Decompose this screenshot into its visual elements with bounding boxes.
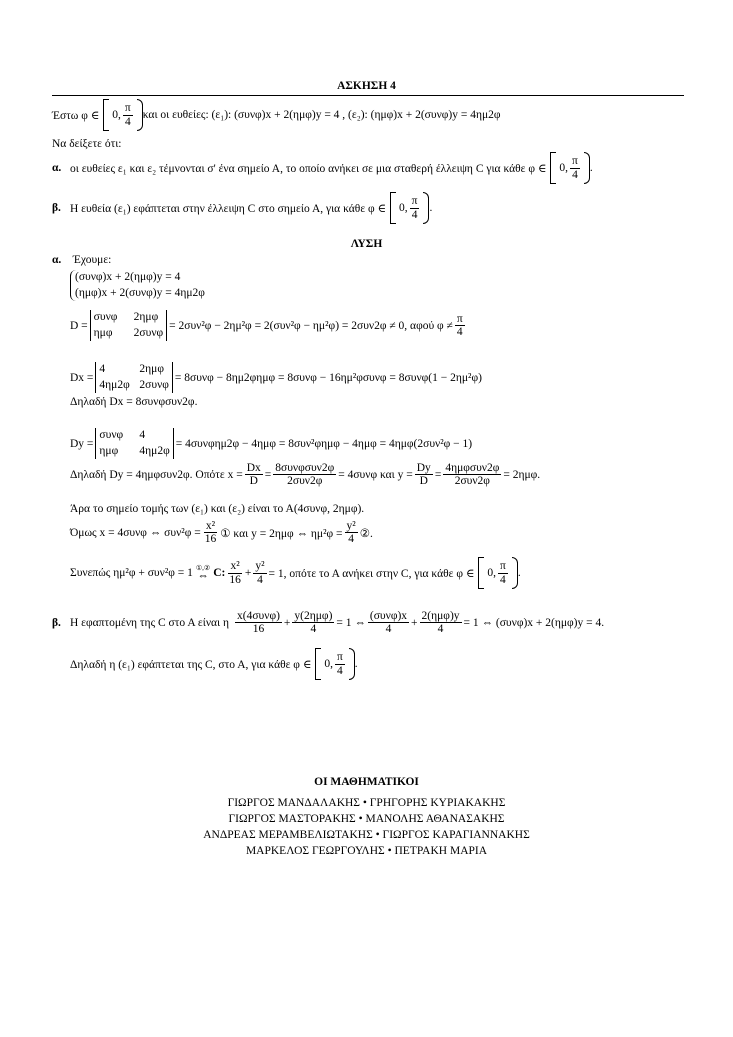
we-have: Έχουμε: [72,254,112,266]
Dy-matrix: συνφ 4 ημφ 4ημ2φ [95,428,173,459]
xy-solution: Δηλαδή Dy = 4ημφσυν2φ. Οπότε x = $\frac{Dx}{D}$ = $\frac{\text{8συνφσυν2φ}}{\text{2συν2φ}}$ = 4συνφ και y = $\frac{Dy}{D}$ = $\frac{\text{4ημφσυν2φ}}{\text{2συν2φ}}$ = 2ημφ. [70,462,541,488]
intersection-point: Άρα το σημείο τομής των (ε₁) και (ε₂) είναι το Α(4συνφ, 2ημφ). [70,503,365,515]
intro-rest: και οι ευθείες: (ε₁): (συνφ)x + 2(ημφ)y = 4 , (ε₂): (ημφ)x + 2(συνφ)y = 4ημ2φ [142,109,501,121]
interval [550,152,589,184]
Dx-hence: Δηλαδή Dx = 8συνφσυν2φ. [70,396,198,408]
D-prefix: D = [70,319,88,332]
interval-left: 0, [112,109,121,121]
problem-a-text: οι ευθείες ε₁ και ε₂ τέμνονται σ' ένα σημείο Α, το οποίο ανήκει σε μια σταθερή έλλειψη C για κάθε φ ∈ [70,163,547,175]
solution-a-head [52,254,111,266]
author-line: ΓΙΩΡΓΟΣ ΜΑΝΔΑΛΑΚΗΣ • ΓΡΗΓΟΡΗΣ ΚΥΡΙΑΚΑΚΗΣ [227,797,506,809]
author-line: ΑΝΔΡΕΑΣ ΜΕΡΑΜΒΕΛΙΩΤΑΚΗΣ • ΓΙΩΡΓΟΣ ΚΑΡΑΓΙΑΝΝΑΚΗΣ [203,829,530,841]
linear-system [70,270,205,301]
ellipse-line: Συνεπώς ημ²φ + συν²φ = 1 ①,② ⇔ C: $\frac{\text{x²}}{16}$ + $\frac{\text{y²}}{4}$ = 1, οπότε το Α ανήκει στην C, για κάθε φ ∈ 0, $\frac{\pi}{4}$ . [70,557,521,589]
problem-b-label: β. [52,202,61,214]
problem-intro [52,99,501,131]
Dy-result: = 4συνφημ2φ − 4ημφ = 8συν²φημφ − 4ημφ = 4ημφ(2συν²φ − 1) [175,437,473,450]
interval [390,192,429,224]
but-line: Όμως x = 4συνφ ⇔ συν²φ = $\frac{\text{x²}}{16}$ ① και y = 2ημφ ⇔ ημ²φ = $\frac{\text{y²}}{4}$ ②. [70,520,373,546]
interval-left: 0, [559,162,569,174]
Dx-prefix: Dx = [70,371,94,384]
solution-a-label: α. [52,254,62,266]
solution-title: ΛΥΣΗ [350,238,383,250]
problem-b-text: Η ευθεία (ε₁) εφάπτεται στην έλλειψη C στο σημείο Α, για κάθε φ ∈ [70,203,387,215]
interval-left: 0, [399,202,408,214]
author-line: ΓΙΩΡΓΟΣ ΜΑΣΤΟΡΑΚΗΣ • ΜΑΝΟΛΗΣ ΑΘΑΝΑΣΑΚΗΣ [228,813,505,825]
header-rule [52,95,684,96]
problem-a-label: α. [52,162,62,174]
system-eq-2: (ημφ)x + 2(συνφ)y = 4ημ2φ [75,286,205,299]
interval-num: π [411,195,418,208]
solution-b: β. Η εφαπτομένη της C στο Α είναι η $\frac{\text{x(4συνφ)}}{16}$ + $\frac{\text{y(2ημφ)}}{4}$ = 1 ⇔ $\frac{\text{(συνφ)x}}{4}$ + $\frac{\text{2(ημφ)y}}{4}$ = 1 ⇔ (συνφ)x + 2(ημφ)y = 4. [52,610,605,636]
Dx-result: = 8συνφ − 8ημ2φημφ = 8συνφ − 16ημ²φσυνφ = 8συνφ(1 − 2ημ²φ) [174,371,482,384]
solution-b-conclusion: Δηλαδή η (ε₁) εφάπτεται της C, στο Α, για κάθε φ ∈ 0, $\frac{\pi}{4}$ . [70,648,358,680]
D-matrix: συνφ 2ημφ ημφ 2συνφ [90,310,167,341]
author-line: ΜΑΡΚΕΛΟΣ ΓΕΩΡΓΟΥΛΗΣ • ΠΕΤΡΑΚΗ ΜΑΡΙΑ [245,845,488,857]
interval-den: 4 [411,208,418,221]
determinant-Dy [70,428,472,459]
authors-heading: ΟΙ ΜΑΘΗΜΑΤΙΚΟΙ [314,776,419,788]
interval-num: π [124,102,131,115]
exercise-title: ΑΣΚΗΣΗ 4 [337,80,396,92]
D-result: = 2συν²φ − 2ημ²φ = 2(συν²φ − ημ²φ) = 2συν2φ ≠ 0, αφού φ ≠ [169,319,453,332]
interval-num: π [572,155,578,168]
determinant-Dx [70,362,482,393]
interval [103,99,142,131]
problem-b: β. Η ευθεία (ε₁) εφάπτεται στην έλλειψη C στο σημείο Α, για κάθε φ ∈ 0, $\frac{\pi}{4}$ . [52,192,432,224]
interval-den: 4 [572,168,578,181]
Dx-matrix: 4 2ημφ 4ημ2φ 2συνφ [95,362,172,393]
show-that: Να δείξετε ότι: [52,138,122,150]
intro-prefix: Έστω φ ∈ [52,110,100,122]
system-eq-1: (συνφ)x + 2(ημφ)y = 4 [75,271,181,283]
determinant-D: D = συνφ 2ημφ ημφ 2συνφ = 2συν²φ − 2ημ²φ = 2(συν²φ − ημ²φ) = 2συν2φ ≠ 0, αφού φ ≠ $\frac{\pi}{4}$ [70,310,467,341]
problem-a: α. οι ευθείες ε₁ και ε₂ τέμνονται σ' ένα σημείο Α, το οποίο ανήκει σε μια σταθερή έλλειψη C για κάθε φ ∈ 0, $\frac{\pi}{4}$ . [52,152,593,184]
interval-den: 4 [124,115,131,128]
Dy-prefix: Dy = [70,437,94,450]
